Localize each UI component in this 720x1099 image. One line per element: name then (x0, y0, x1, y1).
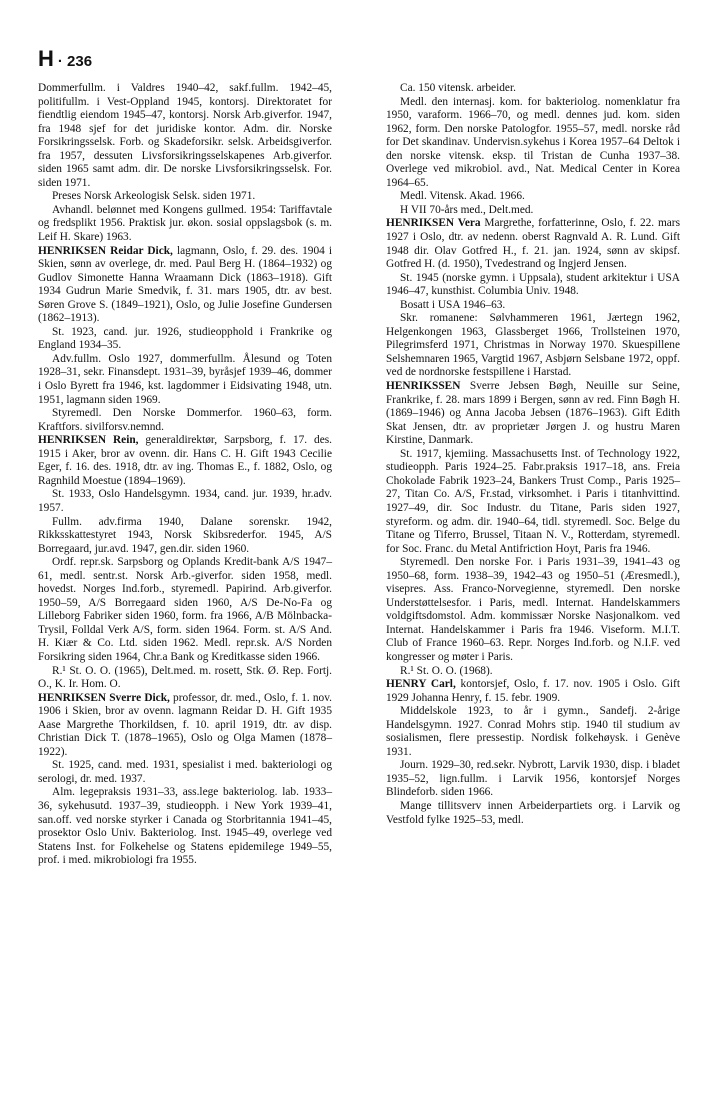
paragraph: Styremedl. Den norske For. i Paris 1931–39, 1941–43 og 1950–68, form. 1938–39, 1942–43 og 1950–51 (Æresmedl.), visepres. Ass. Franco-Norvegienne, styremedl. Den norske Understøttelsesfor. i Paris, medl. Internat. Handelskammers voldgiftsdomstol. Adm. kommissær Norske Nasjonalkom. ved Internat. Handelskammer i Paris fra 1946. Viseform. M.I.T. Club of France 1960–63. Repr. Norges Ind.forb. og N.I.F. ved kongresser og møter i Paris. (386, 556, 680, 663)
paragraph: Preses Norsk Arkeologisk Selsk. siden 1971. (52, 190, 256, 203)
paragraph: St. 1923, cand. jur. 1926, studieopphold i Frankrike og England 1934–35. (38, 325, 332, 352)
biography-entry (38, 692, 332, 760)
paragraph: Avhandl. belønnet med Kongens gullmed. 1954: Tariffavtale og fredsplikt 1956. Praktisk jur. økon. sosial oppslagsbok (s. m. Leif H. Skare) 1963. (38, 203, 332, 244)
entry-name: HENRIKSEN Reidar Dick, (38, 244, 173, 257)
biography-entry (386, 380, 680, 448)
paragraph: R.¹ St. O. O. (1965), Delt.med. m. rosett, Stk. Ø. Rep. Fortj. O., K. Ir. Hom. O. (38, 664, 332, 691)
paragraph: Adv.fullm. Oslo 1927, dommerfullm. Ålesund og Toten 1928–31, sekr. Finansdept. 1931–39, byråsjef 1939–46, dommer i Oslo Byrett fra 1946, kst. lagdommer i Eidsivating 1948, utn. 1951, lagmann siden 1969. (38, 352, 332, 406)
paragraph: Bosatt i USA 1946–63. (400, 298, 506, 311)
entry-name: HENRIKSEN Vera (386, 217, 481, 230)
entry-text: kontorsjef, Oslo, f. 17. nov. 1905 i Oslo. Gift 1929 Johanna Henry, f. 15. febr. 1909. (386, 678, 680, 704)
paragraph: Styremedl. Den Norske Dommerfor. 1960–63, form. Kraftfors. sivilforsv.nemnd. (38, 407, 332, 433)
paragraph: Journ. 1929–30, red.sekr. Nybrott, Larvik 1930, disp. i bladet 1935–52, lign.fullm. i Larvik 1956, kontorsjef Norges Blindeforb. siden 1966. (386, 759, 680, 799)
paragraph: Fullm. adv.firma 1940, Dalane sorenskr. 1942, Rikksskattestyret 1943, Norsk Skibsrederfor. 1945, A/S Borregaard, jur.avd. 1947, gen.dir. siden 1960. (38, 515, 332, 555)
paragraph: Alm. legepraksis 1931–33, ass.lege bakteriolog. lab. 1933–36, sykehusutd. 1937–39, studieopph. i New York 1939–41, san.off. ved norske styrker i Canada og Storbritannia 1941–45, prosektor Oslo Univ. Bakteriolog. Inst. 1945–49, overlege ved Statens Inst. for Folkehelse og Statens epidemilege 1949–55, prof. i med. mikrobiologi fra 1955. (38, 786, 332, 867)
entry-name: HENRIKSSEN (386, 380, 461, 393)
biography-entry (38, 434, 332, 488)
left-column (38, 82, 332, 868)
paragraph: St. 1945 (norske gymn. i Uppsala), student arkitektur i USA 1946–47, kunsthist. Columbia Univ. 1948. (386, 271, 680, 298)
page-header (38, 46, 92, 72)
page-number: · 236 (57, 53, 93, 70)
continued-paragraph: Dommerfullm. i Valdres 1940–42, sakf.fullm. 1942–45, politifullm. i Vest-Oppland 1945, kontorsj. Direktoratet for fiendtlig eiendom 1945–47, kontorsj. Norsk Arb.giverfor. 1947, fra 1948 sjef for det juridiske kontor. Adm. dir. Norske Forsikringsselsk. Forb. og Skadeforsikr. selsk. Arbeidsgiverfor. fra 1957, dessuten Livsforsikringsselskapenes Arb.giverfor. siden 1965 samt adm. dir. De norske Livsforsikringsselsk. For. siden 1971. (38, 82, 332, 189)
entry-name: HENRIKSEN Sverre Dick, (38, 691, 170, 704)
biography-entry (386, 678, 680, 705)
entry-name: HENRY Carl, (386, 678, 456, 691)
entry-text: Margrethe, forfatterinne, Oslo, f. 22. mars 1927 i Oslo, dtr. av nedenn. oberst Ragnvald A. R. Lund. Gift 1948 dir. Olav Gotfred H., f. 21. jan. 1924, sønn av skipsf. Gotfred H. (d. 1950), Tvedestrand og Ingjerd Jensen. (386, 217, 680, 271)
paragraph: Mange tillitsverv innen Arbeiderpartiets org. i Larvik og Vestfold fylke 1925–53, medl. (386, 799, 680, 826)
entry-text: Sverre Jebsen Bøgh, Neuille sur Seine, Frankrike, f. 28. mars 1899 i Bergen, sønn av red. Finn Bøgh H. (1869–1946) og Anna Jacoba Jebsen (1876–1963). Gift Edith Skat Jensen, dtr. av proprietær Jørgen J. og hustru Maren Kirstine, Danmark. (386, 380, 680, 447)
paragraph: Middelskole 1923, to år i gymn., Sandefj. 2-årige Handelsgymn. 1927. Conrad Mohrs stip. 1940 til studium av sosialismen, flere pressestip. Nordisk folkehøysk. i Genève 1931. (386, 705, 680, 758)
paragraph: Medl. Vitensk. Akad. 1966. (400, 190, 525, 203)
right-column (386, 82, 680, 827)
paragraph: St. 1925, cand. med. 1931, spesialist i med. bakteriologi og serologi, dr. med. 1937. (38, 759, 332, 785)
paragraph: Medl. den internasj. kom. for bakteriolog. nomenklatur fra 1950, varaform. 1966–70, og medl. dennes jud. kom. siden 1962, form. Den norske Patologfor. 1955–57, medl. norske råd for Det skandinav. Undervisn.sykehus i Korea 1957–64 Deltok i den norske vitensk. eksp. til Tristan de Cunha 1937–38. Overlege ved mikrobiol. avd., Nat. Medical Center in Korea 1964–65. (386, 95, 680, 189)
entry-text: generaldirektør, Sarpsborg, f. 17. des. 1915 i Aker, bror av ovenn. dir. Hans C. H. Gift 1943 Cecilie Eger, f. 16. des. 1918, dtr. av ing. Thomas E., f. 1882, Oslo, og Ragnhild Moestue (1894–1969). (38, 434, 332, 487)
biography-entry (38, 245, 332, 326)
entry-name: HENRIKSEN Rein, (38, 434, 139, 447)
paragraph: H VII 70-års med., Delt.med. (400, 203, 534, 216)
section-letter: H (38, 46, 54, 71)
paragraph: St. 1933, Oslo Handelsgymn. 1934, cand. jur. 1939, hr.adv. 1957. (38, 488, 332, 514)
entry-text: professor, dr. med., Oslo, f. 1. nov. 1906 i Skien, bror av ovenn. lagmann Reidar D. H. Gift 1935 Aase Margrethe Thorkildsen, f. 10. april 1919, dtr. av disp. Christian Dick T. (1878–1965), Oslo og Olga Mamen (1878–1922). (38, 691, 332, 758)
paragraph: Ca. 150 vitensk. arbeider. (400, 82, 516, 94)
paragraph: St. 1917, kjemiing. Massachusetts Inst. of Technology 1922, studieopph. Paris 1924–25. Fabr.praksis 1917–18, ans. Freia Chokolade Fabrik 1923–24, Bankers Trust Comp., Paris 1925–27, Titan Co. A/S, Fr.stad, virksomhet. i Paris i titanhvittind. 1927–49, dir. Soc Industr. du Titane, Paris siden 1927, styreform. og adm. dir. 1940–64, tidl. styremedl. Soc. Belge du Titane og Tiferro, Brussel, Titaan N. V., Rotterdam, styremedl. for Soc. Franc. du Metal Antifriction Hoyt, Paris fra 1946. (386, 447, 680, 555)
biography-entry (386, 217, 680, 271)
paragraph: R.¹ St. O. O. (1968). (400, 664, 493, 677)
paragraph: Skr. romanene: Sølvhammeren 1961, Jærtegn 1962, Helgenkongen 1963, Glassberget 1966, Trollsteinen 1970, Pilegrimsferd 1971, Christmas in Norway 1970. Skuespillene Selshemnaren 1965, Vargtid 1967, Asbjørn Selsbane 1972, oppf. ved de nordnorske festspillene i Harstad. (386, 312, 680, 379)
paragraph: Ordf. repr.sk. Sarpsborg og Oplands Kredit-bank A/S 1947–61, medl. sentr.st. Norsk Arb.-giverfor. siden 1958, medl. hovedst. Norges Ind.forb., styremedl. Papirind. Arb.giverfor. 1950–59, A/S Borregaard siden 1960, A/S De-No-Fa og Lilleborg Fabriker siden 1960, form. fra 1966, A/B Mölnbacka-Trysil, Folldal Verk A/S, form. siden 1964. Form. st. A/S And. H. Kiær & Co. Ltd. siden 1962. Medl. repr.sk. A/S Norden Forsikring siden 1964, Chr.a Bank og Kreditkasse siden 1966. (38, 556, 332, 663)
entry-text: lagmann, Oslo, f. 29. des. 1904 i Skien, sønn av overlege, dr. med. Paul Berg H. (1864–1932) og Gudlov Simonette Hanna Wraamann Dick (1863–1918). Gift 1934 Gudrun Marie Smedvik, f. 31. mars 1905, dtr. av best. Søren Grove S. (1849–1921), Oslo, og Julie Josefine Gundersen (1862–1913). (38, 244, 333, 325)
